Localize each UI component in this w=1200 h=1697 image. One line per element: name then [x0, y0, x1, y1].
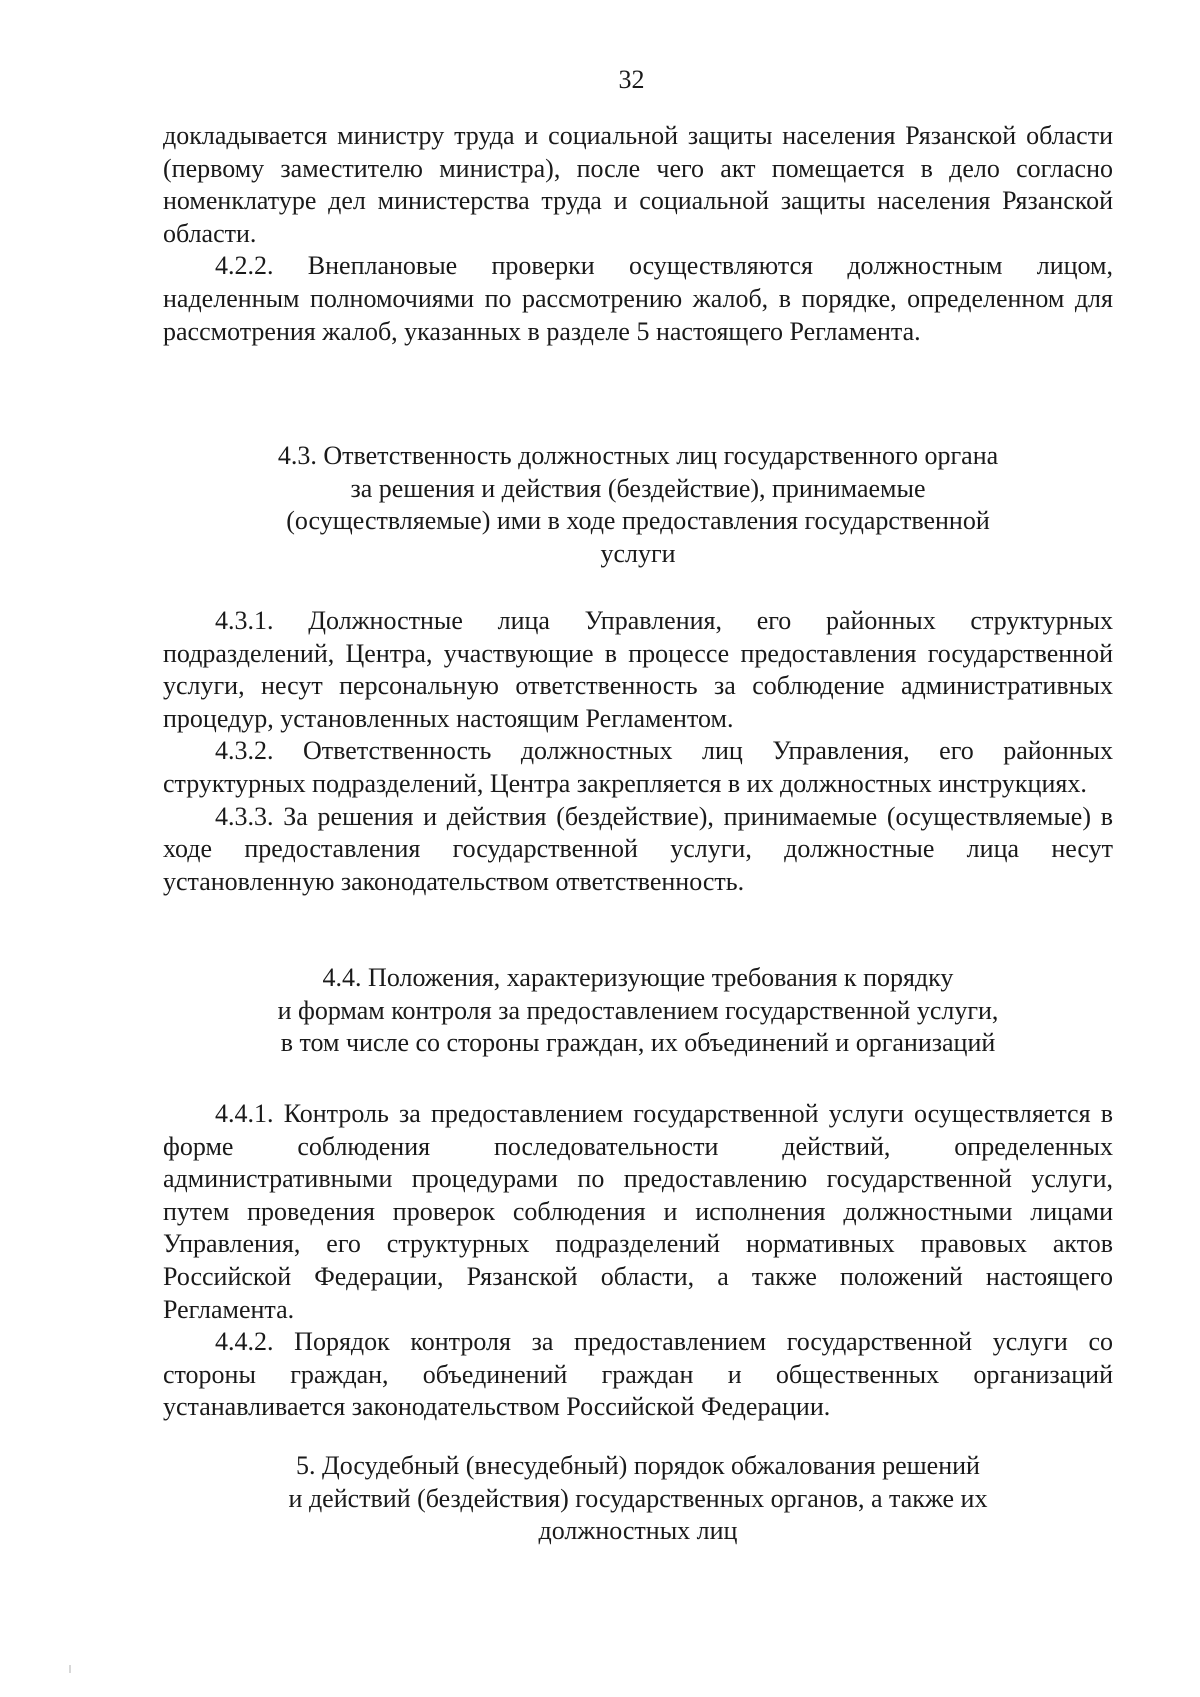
paragraph-4-3-3: 4.3.3. За решения и действия (бездействие), принимаемые (осуществляемые) в ходе предоставления государственной услуги, должностные лица несут установленную законодательством ответственность. [163, 801, 1113, 896]
section-heading-line: за решения и действия (бездействие), принимаемые [350, 473, 926, 503]
section-4-2-continuation [163, 120, 1113, 348]
section-heading-line: услуги [600, 538, 676, 568]
paragraph-continuation: докладывается министру труда и социальной защиты населения Рязанской области (первому заместителю министра), после чего акт помещается в дело согласно номенклатуре дел министерства труда и социальной защиты населения Рязанской области. [163, 121, 1113, 248]
section-4-4-heading [163, 962, 1113, 1060]
scan-edge-mark [69, 1665, 71, 1673]
section-heading-line: 4.4. Положения, характеризующие требования к порядку [322, 963, 954, 992]
section-4-3-body [163, 605, 1113, 898]
paragraph-4-4-1: 4.4.1. Контроль за предоставлением государственной услуги осуществляется в форме соблюдения последовательности действий, определенных административными процедурами по предоставлению государственной услуги, путем проведения проверок соблюдения и исполнения должностными лицами Управления, его структурных подразделений нормативных правовых актов Российской Федерации, Рязанской области, а также положений настоящего Регламента. [163, 1099, 1113, 1324]
paragraph-4-4-2: 4.4.2. Порядок контроля за предоставлением государственной услуги со стороны граждан, объединений граждан и общественных организаций устанавливается законодательством Российской Федерации. [163, 1327, 1113, 1422]
paragraph-4-3-2: 4.3.2. Ответственность должностных лиц Управления, его районных структурных подразделений, Центра закрепляется в их должностных инструкциях. [163, 736, 1113, 798]
section-heading-line: должностных лиц [538, 1516, 738, 1546]
section-heading-line: 4.3. Ответственность должностных лиц государственного органа [277, 441, 999, 470]
section-heading-line: и действий (бездействия) государственных органов, а также их [288, 1483, 988, 1513]
section-5-heading [163, 1450, 1113, 1548]
section-heading-line: 5. Досудебный (внесудебный) порядок обжалования решений [296, 1451, 980, 1480]
section-heading-line: в том числе со стороны граждан, их объединений и организаций [280, 1028, 996, 1058]
paragraph-4-2-2: 4.2.2. Внеплановые проверки осуществляются должностным лицом, наделенным полномочиями по рассмотрению жалоб, в порядке, определенном для рассмотрения жалоб, указанных в разделе 5 настоящего Регламента. [163, 251, 1113, 346]
page-number: 32 [618, 65, 645, 94]
section-4-3-heading [163, 440, 1113, 570]
section-4-4-body [163, 1098, 1113, 1424]
section-heading-line: (осуществляемые) ими в ходе предоставления государственной [286, 506, 990, 536]
paragraph-4-3-1: 4.3.1. Должностные лица Управления, его районных структурных подразделений, Центра, участвующие в процессе предоставления государственной услуги, несут персональную ответственность за соблюдение административных процедур, установленных настоящим Регламентом. [163, 606, 1113, 733]
section-heading-line: и формам контроля за предоставлением государственной услуги, [277, 995, 999, 1025]
